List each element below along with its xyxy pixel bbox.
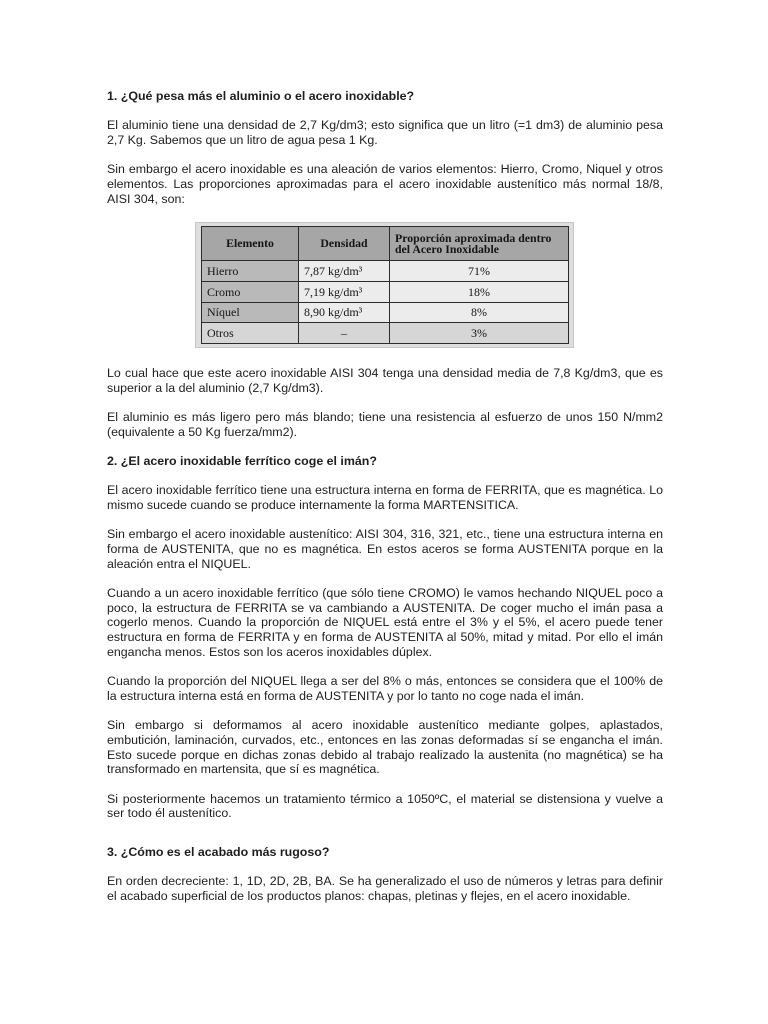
table-row: [202, 302, 569, 323]
document-page: [107, 89, 663, 918]
section-3-paragraph-1: En orden decreciente: 1, 1D, 2D, 2B, BA. Se ha generalizado el uso de números y letras para definir el acabado superficial de los productos planos: chapas, pletinas y flejes, en el acero inoxidable.: [107, 874, 663, 903]
composition-table: [201, 226, 569, 344]
cell-density: 7,19 kg/dm³: [299, 281, 390, 302]
cell-proportion: 18%: [390, 281, 569, 302]
cell-element: Cromo: [202, 281, 299, 302]
section-2-paragraph-1: El acero inoxidable ferrítico tiene una estructura interna en forma de FERRITA, que es magnética. Lo mismo sucede cuando se produce internamente la forma MARTENSITICA.: [107, 483, 663, 512]
cell-density: 8,90 kg/dm³: [299, 302, 390, 323]
section-2-paragraph-3: Cuando a un acero inoxidable ferrítico (que sólo tiene CROMO) le vamos hechando NIQUEL poco a poco, la estructura de FERRITA se va cambiando a AUSTENITA. De coger mucho el imán pasa a cogerlo menos. Cuando la proporción de NIQUEL está entre el 3% y el 5%, el acero puede tener estructura en forma de FERRITA y en forma de AUSTENITA al 50%, mitad y mitad. Por ello el imán engancha menos. Estos son los aceros inoxidables dúplex.: [107, 586, 663, 659]
section-1-heading: 1. ¿Qué pesa más el aluminio o el acero inoxidable?: [107, 89, 415, 103]
section-3-heading: 3. ¿Cómo es el acabado más rugoso?: [107, 844, 330, 859]
section-1-paragraph-3: Lo cual hace que este acero inoxidable AISI 304 tenga una densidad media de 7,8 Kg/dm3, que es superior a la del aluminio (2,7 Kg/dm3).: [107, 366, 663, 395]
cell-element: Otros: [202, 323, 299, 344]
table-header-row: [202, 227, 569, 261]
section-2-paragraph-2: Sin embargo el acero inoxidable austenítico: AISI 304, 316, 321, etc., tiene una estructura interna en forma de AUSTENITA, que no es magnética. En estos aceros se forma AUSTENITA porque en la aleación entra el NIQUEL.: [107, 527, 663, 571]
table-row: [202, 281, 569, 302]
section-1-paragraph-4: El aluminio es más ligero pero más blando; tiene una resistencia al esfuerzo de unos 150 N/mm2 (equivalente a 50 Kg fuerza/mm2).: [107, 410, 663, 439]
table-row: [202, 261, 569, 282]
cell-density: 7,87 kg/dm³: [299, 261, 390, 282]
section-1-paragraph-1: El aluminio tiene una densidad de 2,7 Kg/dm3; esto significa que un litro (=1 dm3) de aluminio pesa 2,7 Kg. Sabemos que un litro de agua pesa 1 Kg.: [107, 118, 663, 147]
cell-element: Níquel: [202, 302, 299, 323]
cell-proportion: 8%: [390, 302, 569, 323]
cell-proportion: 71%: [390, 261, 569, 282]
table-row: [202, 323, 569, 344]
header-proporcion: Proporción aproximada dentro del Acero Inoxidable: [390, 227, 569, 261]
section-2-heading: 2. ¿El acero inoxidable ferrítico coge el imán?: [107, 454, 377, 468]
header-densidad: Densidad: [299, 227, 390, 261]
section-2-paragraph-6: Si posteriormente hacemos un tratamiento térmico a 1050ºC, el material se distensiona y vuelve a ser todo él austenítico.: [107, 791, 663, 821]
section-2-paragraph-5: Sin embargo si deformamos al acero inoxidable austenítico mediante golpes, aplastados, embutición, laminación, curvados, etc., entonces en las zonas deformadas sí se engancha el imán. Esto sucede porque en dichas zonas debido al trabajo realizado la austenita (no magnética) se ha transformado en martensita, que sí es magnética.: [107, 718, 663, 777]
header-elemento: Elemento: [202, 227, 299, 261]
cell-element: Hierro: [202, 261, 299, 282]
cell-proportion: 3%: [390, 323, 569, 344]
section-2-paragraph-4: Cuando la proporción del NIQUEL llega a ser del 8% o más, entonces se considera que el 100% de la estructura interna está en forma de AUSTENITA y por lo tanto no coge nada el imán.: [107, 674, 663, 703]
cell-density: –: [299, 323, 390, 344]
section-1-paragraph-2: Sin embargo el acero inoxidable es una aleación de varios elementos: Hierro, Cromo, Niquel y otros elementos. Las proporciones aproximadas para el acero inoxidable austenítico más normal 18/8, AISI 304, son:: [107, 162, 663, 206]
composition-table-image: [195, 222, 574, 348]
